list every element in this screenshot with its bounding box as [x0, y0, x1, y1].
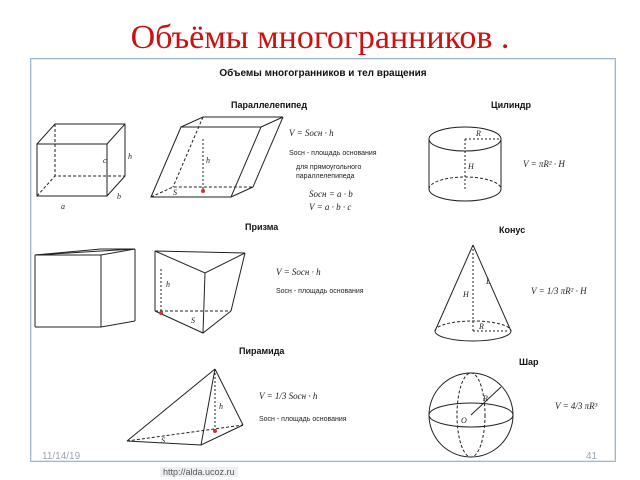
parallelepiped-label: Параллелепипед: [231, 100, 308, 110]
footer-date: 11/14/19: [42, 451, 81, 462]
var-a: a: [61, 202, 65, 211]
cylinder-formula: V = πR² · H: [523, 159, 565, 169]
prism-formula: V = Sосн · h: [276, 267, 321, 277]
var-r-cyl: R: [476, 129, 481, 138]
prism-label: Призма: [245, 222, 279, 232]
cone-formula: V = 1/3 πR² · H: [531, 286, 587, 296]
parallelepiped-formula: V = Sосн · h: [289, 128, 334, 138]
rect-note-2: параллелепипеда: [296, 173, 355, 180]
footer-page-number: 41: [586, 451, 598, 462]
cylinder-shape: [429, 127, 501, 201]
cone-shape: [435, 245, 511, 341]
var-s-prism: S: [191, 316, 195, 325]
var-s1: S: [173, 188, 177, 197]
rect-box-shape: [37, 124, 125, 196]
var-h-prism: h: [166, 280, 170, 289]
oblique-prism-shape: [155, 251, 245, 333]
prism-note: Sосн - площадь основания: [276, 288, 364, 295]
rect-note-1: для прямоугольного: [296, 164, 362, 171]
sphere-formula: V = 4/3 πR³: [555, 401, 598, 411]
sheet-heading: Объемы многогранников и тел вращения: [219, 68, 427, 79]
rect-formula-area: Sосн = a · b: [309, 189, 353, 199]
prism-height-dot: [159, 311, 163, 315]
sphere-label: Шар: [519, 357, 539, 367]
formula-sheet-image: [30, 58, 616, 462]
formula-sheet-drawing: [31, 59, 615, 461]
pyramid-note: Sосн - площадь основания: [259, 416, 347, 423]
var-l-cone: L: [486, 277, 491, 286]
oblique-parallelepiped-shape: [151, 117, 283, 197]
right-prism-shape: [35, 249, 135, 327]
var-r-sphere: R: [483, 394, 488, 403]
var-b: b: [117, 192, 121, 201]
var-h1: h: [128, 152, 132, 161]
var-r-cone: R: [479, 322, 484, 331]
var-o-sphere: O: [461, 416, 467, 425]
var-s-pyr: S: [161, 436, 165, 445]
height-foot-dot: [201, 189, 205, 193]
var-h-cone: H: [463, 290, 469, 299]
var-h-cyl: H: [468, 162, 474, 171]
var-h2: h: [206, 156, 210, 165]
pyramid-shape: [127, 369, 243, 445]
cylinder-label: Цилиндр: [491, 100, 532, 110]
cone-label: Конус: [499, 225, 526, 235]
slide-title: Объёмы многогранников .: [130, 19, 510, 56]
sphere-shape: [429, 373, 513, 457]
pyramid-label: Пирамида: [239, 346, 285, 356]
pyramid-formula: V = 1/3 Sосн · h: [259, 391, 318, 401]
parallelepiped-note: Sосн - площадь основания: [289, 150, 377, 157]
footer-url: http://alda.ucoz.ru: [160, 467, 238, 477]
var-h-pyr: h: [219, 402, 223, 411]
var-c: c: [103, 156, 107, 165]
pyramid-height-dot: [213, 429, 217, 433]
rect-formula-volume: V = a · b · c: [309, 202, 352, 212]
